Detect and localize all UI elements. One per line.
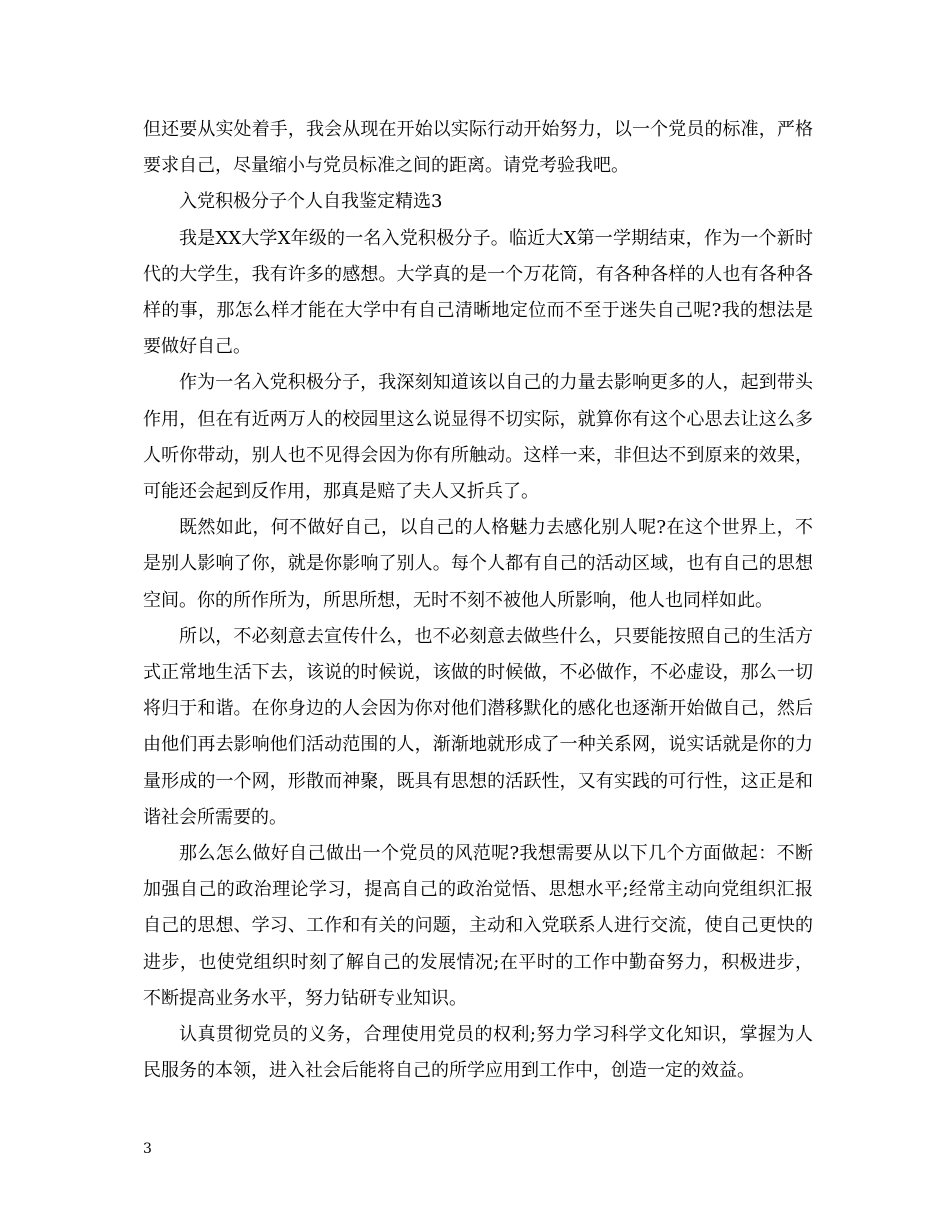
paragraph: 作为一名入党积极分子，我深刻知道该以自己的力量去影响更多的人，起到带头作用，但在有近两万人的校园里这么说显得不切实际，就算你有这个心思去让这么多人听你带动，别人也不见得会因为你有所触动。这样一来，非但达不到原来的效果，可能还会起到反作用，那真是赔了夫人又折兵了。 <box>143 372 813 503</box>
document-body <box>143 112 813 1089</box>
page-number: 3 <box>143 1141 152 1157</box>
paragraph: 认真贯彻党员的义务，合理使用党员的权利;努力学习科学文化知识，掌握为人民服务的本领，进入社会后能将自己的所学应用到工作中，创造一定的效益。 <box>143 1024 813 1082</box>
paragraph: 所以，不必刻意去宣传什么，也不必刻意去做些什么，只要能按照自己的生活方式正常地生活下去，该说的时候说，该做的时候做，不必做作，不必虚设，那么一切将归于和谐。在你身边的人会因为你对他们潜移默化的感化也逐渐开始做自己，然后由他们再去影响他们活动范围的人，渐渐地就形成了一种关系网，说实话就是你的力量形成的一个网，形散而神聚，既具有思想的活跃性，又有实践的可行性，这正是和谐社会所需要的。 <box>143 625 813 828</box>
paragraph-continuation: 但还要从实处着手，我会从现在开始以实际行动开始努力，以一个党员的标准，严格要求自己，尽量缩小与党员标准之间的距离。请党考验我吧。 <box>143 119 813 177</box>
paragraph: 我是XX大学X年级的一名入党积极分子。临近大X第一学期结束，作为一个新时代的大学生，我有许多的感想。大学真的是一个万花筒，有各种各样的人也有各种各样的事，那怎么样才能在大学中有自己清晰地定位而不至于迷失自己呢?我的想法是要做好自己。 <box>143 227 813 358</box>
section-heading: 入党积极分子个人自我鉴定精选3 <box>179 191 443 213</box>
paragraph: 那么怎么做好自己做出一个党员的风范呢?我想需要从以下几个方面做起：不断加强自己的政治理论学习，提高自己的政治觉悟、思想水平;经常主动向党组织汇报自己的思想、学习、工作和有关的问题，主动和入党联系人进行交流，使自己更快的进步，也使党组织时刻了解自己的发展情况;在平时的工作中勤奋努力，积极进步，不断提高业务水平，努力钻研专业知识。 <box>143 843 813 1009</box>
paragraph: 既然如此，何不做好自己，以自己的人格魅力去感化别人呢?在这个世界上，不是别人影响了你，就是你影响了别人。每个人都有自己的活动区域，也有自己的思想空间。你的所作所为，所思所想，无时不刻不被他人所影响，他人也同样如此。 <box>143 517 813 611</box>
